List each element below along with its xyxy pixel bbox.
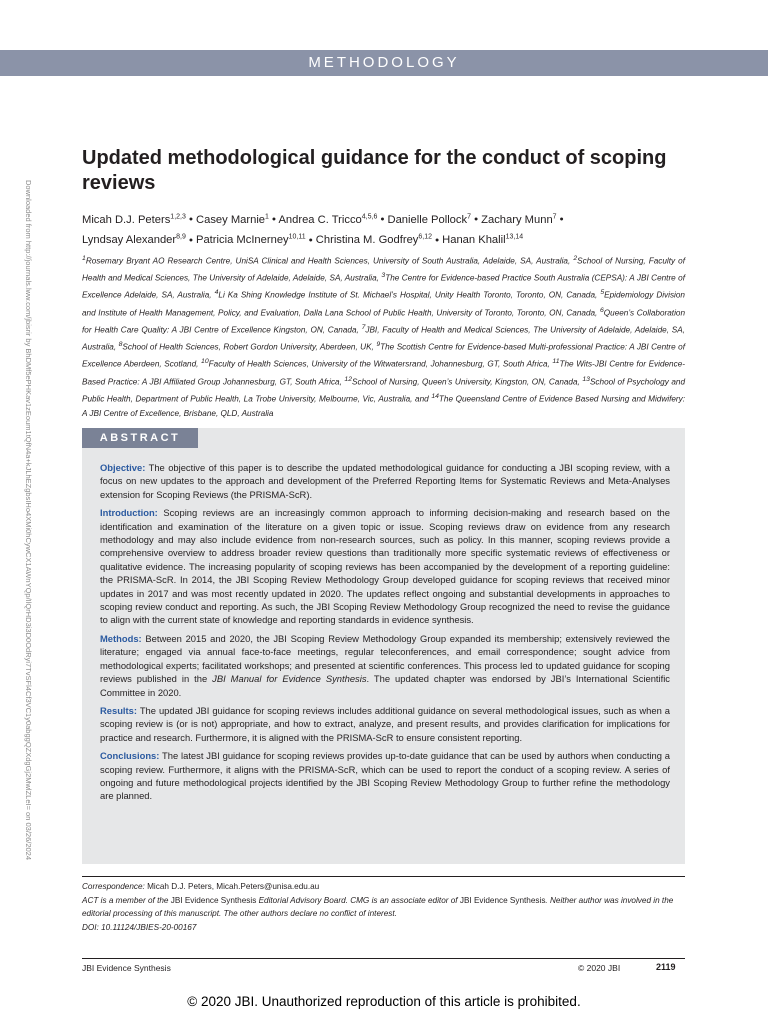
author: Lyndsay Alexander$^{8,9}$ [82, 233, 186, 247]
journal-name: JBI Evidence Synthesis [82, 963, 171, 973]
footer-copyright: © 2020 JBI [578, 963, 621, 973]
abstract-introduction: Introduction: Scoping reviews are an increasingly common approach to informing decision-making and research based on the identification and examination of the literature on a given topic or issue. Scoping reviews draw on evidence from any research methodology and may also include evidence from non-research sources, such as policy. In this manner, scoping reviews provide a comprehensive overview to address broader review questions than traditionally more specific systematic reviews of effectiveness or qualitative evidence. The increasing popularity of scoping reviews has been accompanied by the development of a reporting guideline: the PRISMA-ScR. In 2014, the JBI Scoping Review Methodology Group developed guidance for scoping reviews that received minor updates in 2017 and was most recently updated in 2020. The updates reflect ongoing and substantial developments in approaches to scoping review conduct and reporting. As such, the JBI Scoping Review Methodology Group recognized the need to revise the guidance to align with the current state of knowledge and reporting standards in evidence synthesis. [100, 507, 670, 626]
author: Zachary Munn$^7$ [481, 213, 557, 226]
abstract-methods: Methods: Between 2015 and 2020, the JBI Scoping Review Methodology Group expanded its membership; extensively reviewed the literature; engaged via annual face-to-face meetings, regular teleconferences, and email correspondence; sought advice from methodological experts; facilitated workshops; and presented at scientific conferences. This process led to updated guidance for scoping reviews published in the JBI Manual for Evidence Synthesis. The updated chapter was endorsed by JBI’s International Scientific Committee in 2020. [100, 632, 670, 698]
doi: DOI: 10.11124/JBIES-20-00167 [82, 922, 197, 932]
copyright-notice: © 2020 JBI. Unauthorized reproduction of this article is prohibited. [187, 994, 581, 1009]
footer-divider [82, 958, 685, 959]
footnotes [82, 880, 685, 934]
author: Casey Marnie$^1$ [196, 213, 269, 226]
abstract-objective: Objective: The objective of this paper is to describe the updated methodological guidance for conducting a JBI scoping review, with a focus on new updates to the approach and development of the Preferred Reporting Items for Systematic Reviews and Meta-Analyses extension for Scoping Reviews (the PRISMA-ScR). [100, 462, 670, 500]
abstract-heading: ABSTRACT [82, 428, 198, 448]
download-watermark-text: Downloaded from http://journals.lww.com/jbisrir by BhDMf5ePHKav1zEoum1tQfN4a+kJLhEZgbsIHo4XMi0hCywCX1AWnYQp/IlQrHD3i3D0OdRyi7TvSFl4Cf3VC1y0abggQZXdgGj2MwlZLeI= on 03/26/2024 [24, 180, 33, 861]
page-number: 2119 [656, 962, 676, 972]
author: Danielle Pollock$^7$ [387, 213, 472, 226]
conflict-of-interest: ACT is a member of the JBI Evidence Synthesis Editorial Advisory Board. CMG is an associate editor of JBI Evidence Synthesis. Neither author was involved in the editorial processing of this manuscript. The other authors declare no conflict of interest. [82, 895, 674, 918]
abstract-body [100, 461, 670, 808]
section-banner: METHODOLOGY [0, 50, 768, 76]
article-title: Updated methodological guidance for the conduct of scoping reviews [82, 147, 667, 194]
author: Andrea C. Tricco$^{4,5,6}$ [278, 213, 378, 226]
author: Patricia McInerney$^{10,11}$ [196, 233, 306, 247]
download-watermark [24, 180, 51, 1000]
author-list: Micah D.J. Peters$^{1,2,3}$ • Casey Marnie$^1$ • Andrea C. Tricco$^{4,5,6}$ • Danielle Pollock$^7$ • Zachary Munn$^7$ • Lyndsay Alexander$^{8,9}$ • Patricia McInerney$^{10,11}$ • Christina M. Godfrey$^{6,12}$ • Hanan Khalil$^{13,14}$ [82, 213, 564, 247]
author: Christina M. Godfrey$^{6,12}$ [315, 233, 433, 247]
correspondence: Correspondence: Micah D.J. Peters, Micah.Peters@unisa.edu.au [82, 882, 320, 891]
author: Hanan Khalil$^{13,14}$ [442, 233, 524, 247]
footnote-divider [82, 876, 685, 877]
affiliations: $^1$Rosemary Bryant AO Research Centre, UniSA Clinical and Health Sciences, University of South Australia, Adelaide, SA, Australia, $^2$School of Nursing, Faculty of Health and Medical Sciences, The University of Adelaide, Adelaide, SA, Australia, $^3$The Centre for Evidence-based Practice South Australia (CEPSA): A JBI Centre of Excellence Adelaide, SA, Australia, $^4$Li Ka Shing Knowledge Institute of St. Michael’s Hospital, Unity Health Toronto, Toronto, ON, Canada, $^5$Epidemiology Division and Institute of Health Management, Policy, and Evaluation, Dalla Lana School of Public Health, University of Toronto, Toronto, ON, Canada, $^6$Queen’s Collaboration for Health Care Quality: A JBI Centre of Excellence Kingston, ON, Canada, $^7$JBI, Faculty of Health and Medical Sciences, The University of Adelaide, Adelaide, SA, Australia, $^8$School of Health Sciences, Robert Gordon University, Aberdeen, UK, $^9$The Scottish Centre for Evidence-based Multi-professional Practice: A JBI Centre of Excellence Aberdeen, Scotland, $^{10}$Faculty of Health Sciences, University of the Witwatersrand, Johannesburg, GT, South Africa, $^{11}$The Wits-JBI Centre for Evidence-Based Practice: A JBI Affiliated Group Johannesburg, GT, South Africa, $^{12}$School of Nursing, Queen’s University, Kingston, ON, Canada, $^{13}$School of Psychology and Public Health, Department of Public Health, La Trobe University, Melbourne, Vic, Australia, and $^{14}$The Queensland Centre of Evidence Based Nursing and Midwifery: A JBI Centre of Excellence, Brisbane, QLD, Australia [82, 255, 686, 419]
author: Micah D.J. Peters$^{1,2,3}$ [82, 213, 186, 226]
abstract-conclusions: Conclusions: The latest JBI guidance for scoping reviews provides up-to-date guidance that can be used by authors when conducting a scoping review. Furthermore, it aligns with the PRISMA-ScR, which can be used to report the conduct of a scoping review. A series of ongoing and future methodological projects identified by the JBI Scoping Review Methodology Group to further refine the methodology are planned. [100, 750, 670, 802]
abstract-results: Results: The updated JBI guidance for scoping reviews includes additional guidance on several methodological issues, such as when a scoping review is (or is not) appropriate, and how to extract, analyze, and present results, and provides clarification for implications for practice and research. Furthermore, it is aligned with the PRISMA-ScR to ensure consistent reporting. [100, 704, 670, 743]
